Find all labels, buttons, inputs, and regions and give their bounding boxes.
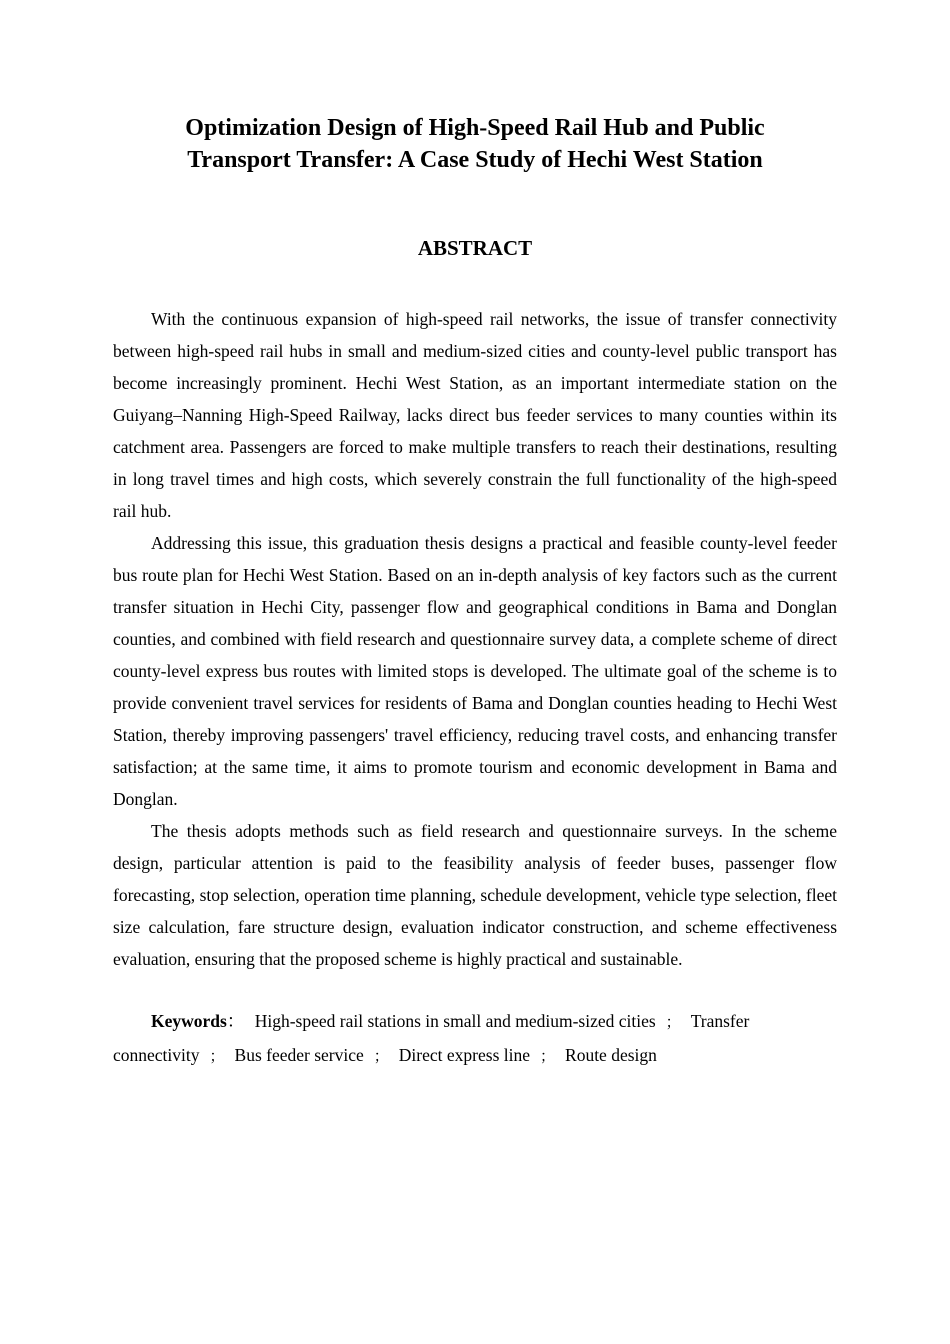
abstract-paragraph-2: Addressing this issue, this graduation thesis designs a practical and feasible county-level feeder bus route plan for Hechi West Station. Based on an in-depth analysis of key factors such as the current transfer situation in Hechi City, passenger flow and geographical conditions in Bama and Donglan counties, and combined with field research and questionnaire survey data, a complete scheme of direct county-level express bus routes with limited stops is developed. The ultimate goal of the scheme is to provide convenient travel services for residents of Bama and Donglan counties heading to Hechi West Station, thereby improving passengers' travel efficiency, reducing travel costs, and enhancing transfer satisfaction; at the same time, it aims to promote tourism and economic development in Bama and Donglan. [113, 533, 837, 809]
keyword-separator: ； [209, 1049, 225, 1065]
title-line-1: Optimization Design of High-Speed Rail Hub and Public [185, 115, 765, 141]
abstract-paragraph-1: With the continuous expansion of high-speed rail networks, the issue of transfer connectivity between high-speed rail hubs in small and medium-sized cities and county-level public transport has become increasingly prominent. Hechi West Station, as an important intermediate station on the Guiyang–Nanning High-Speed Railway, lacks direct bus feeder services to many counties within its catchment area. Passengers are forced to make multiple transfers to reach their destinations, resulting in long travel times and high costs, which severely constrain the full functionality of the high-speed rail hub. [113, 309, 837, 521]
keywords-colon: ： [226, 1011, 245, 1031]
abstract-paragraph-3: The thesis adopts methods such as field research and questionnaire surveys. In the scheme design, particular attention is paid to the feasibility analysis of feeder buses, passenger flow forecasting, stop selection, operation time planning, schedule development, vehicle type selection, fleet size calculation, fare structure design, evaluation indicator construction, and scheme effectiveness evaluation, ensuring that the proposed scheme is highly practical and sustainable. [113, 821, 837, 969]
keyword-item: Transfer connectivity [113, 1011, 750, 1065]
keyword-separator: ； [665, 1015, 681, 1031]
keyword-separator: ； [373, 1049, 389, 1065]
title-line-2: Transport Transfer: A Case Study of Hechi West Station [187, 147, 763, 173]
abstract-heading: ABSTRACT [417, 236, 533, 260]
paper-title [113, 112, 837, 176]
keyword-item: Route design [565, 1045, 657, 1065]
keywords-label: Keywords [151, 1011, 227, 1031]
document-page [113, 112, 837, 1073]
keyword-item: High-speed rail stations in small and medium-sized cities [254, 1011, 656, 1031]
keyword-separator: ； [540, 1049, 556, 1065]
keyword-item: Direct express line [398, 1045, 530, 1065]
keyword-item: Bus feeder service [234, 1045, 364, 1065]
keywords-line [113, 1005, 837, 1073]
abstract-body [113, 303, 837, 975]
